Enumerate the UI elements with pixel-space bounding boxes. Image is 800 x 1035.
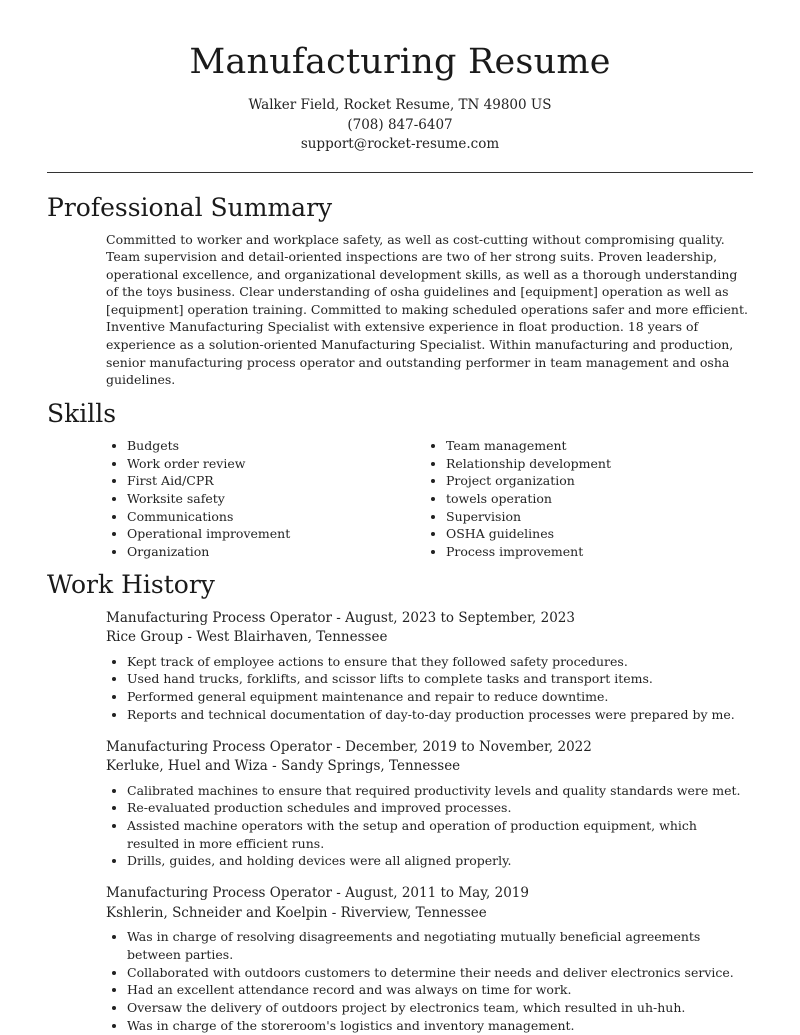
summary-text: Committed to worker and workplace safety, as well as cost-cutting without compromising quality. Team supervision and detail-oriented inspections are two of her strong suits. Proven leadership, operational excellence, and organizational development skills, as well as a thorough understanding of the toys business. Clear understanding of osha guidelines and [equipment] operation as well as [equipment] operation training. Committed to making scheduled operations safer and more efficient. Inventive Manufacturing Specialist with extensive experience in float production. 18 years of experience as a solution-oriented Manufacturing Specialist. Within manufacturing and production, senior manufacturing process operator and outstanding performer in team management and osha guidelines.	[106, 231, 748, 388]
job-bullet: • Assisted machine operators with the setup and operation of production equipment, which resulted in more efficient runs.	[127, 817, 753, 852]
job-entry	[106, 884, 753, 1034]
job-title: Manufacturing Process Operator	[106, 885, 332, 902]
job-bullet: • Had an excellent attendance record and was always on time for work.	[127, 981, 753, 999]
job-title: Manufacturing Process Operator	[106, 609, 332, 626]
job-bullets	[106, 653, 753, 724]
job-company: Rice Group	[106, 629, 184, 646]
header-divider	[47, 172, 753, 173]
skill-item: • Organization	[127, 543, 425, 561]
job-location: West Blairhaven, Tennessee	[196, 629, 388, 646]
skill-item: • Worksite safety	[127, 490, 425, 508]
job-bullet: • Calibrated machines to ensure that required productivity levels and quality standards were met.	[127, 782, 753, 800]
job-bullet: • Used hand trucks, forklifts, and scissor lifts to complete tasks and transport items.	[127, 670, 753, 688]
resume-title: Manufacturing Resume	[189, 42, 611, 82]
skill-item: • OSHA guidelines	[446, 525, 744, 543]
job-bullet: • Kept track of employee actions to ensure that they followed safety procedures.	[127, 653, 753, 671]
work-history-section	[47, 570, 753, 1035]
job-dates: August, 2011 to May, 2019	[345, 885, 529, 902]
job-location: Sandy Springs, Tennessee	[280, 758, 461, 775]
job-location: Riverview, Tennessee	[340, 904, 487, 921]
contact-info	[47, 96, 753, 155]
job-bullet: • Was in charge of the storeroom's logistics and inventory management.	[127, 1017, 753, 1035]
resume-header	[47, 0, 753, 155]
skills-list-right	[425, 437, 744, 561]
skill-item: • Budgets	[127, 437, 425, 455]
skill-item: • Work order review	[127, 455, 425, 473]
job-dates: August, 2023 to September, 2023	[345, 609, 575, 626]
skill-item: • Communications	[127, 508, 425, 526]
job-title-line: Manufacturing Process Operator - August, 2023 to September, 2023	[106, 609, 575, 626]
skills-heading: Skills	[47, 398, 117, 428]
job-bullet: • Reports and technical documentation of day-to-day production processes were prepared by me.	[127, 706, 753, 724]
job-entry	[106, 609, 753, 724]
job-bullet: • Oversaw the delivery of outdoors project by electronics team, which resulted in uh-huh.	[127, 999, 753, 1017]
skill-item: • Team management	[446, 437, 744, 455]
skill-item: • Project organization	[446, 472, 744, 490]
job-bullets	[106, 928, 753, 1034]
job-title: Manufacturing Process Operator	[106, 738, 332, 755]
work-history-heading: Work History	[47, 569, 215, 599]
job-company-line: Kshlerin, Schneider and Koelpin - Riverview, Tennessee	[106, 904, 487, 921]
job-dates: December, 2019 to November, 2022	[345, 738, 592, 755]
skills-columns	[106, 437, 753, 561]
summary-heading: Professional Summary	[47, 192, 333, 222]
job-bullet: • Was in charge of resolving disagreements and negotiating mutually beneficial agreements between parties.	[127, 928, 753, 963]
job-company-line: Rice Group - West Blairhaven, Tennessee	[106, 629, 388, 646]
skill-item: • towels operation	[446, 490, 744, 508]
job-bullet: • Re-evaluated production schedules and improved processes.	[127, 799, 753, 817]
contact-phone: (708) 847-6407	[347, 116, 453, 133]
skill-item: • Operational improvement	[127, 525, 425, 543]
job-bullets	[106, 782, 753, 871]
job-bullet: • Performed general equipment maintenance and repair to reduce downtime.	[127, 688, 753, 706]
job-company: Kerluke, Huel and Wiza	[106, 758, 268, 775]
skills-list-left	[106, 437, 425, 561]
job-title-line: Manufacturing Process Operator - December, 2019 to November, 2022	[106, 738, 592, 755]
skills-section	[47, 399, 753, 561]
skill-item: • Supervision	[446, 508, 744, 526]
skill-item: • Process improvement	[446, 543, 744, 561]
professional-summary-section	[47, 193, 753, 389]
job-title-line: Manufacturing Process Operator - August, 2011 to May, 2019	[106, 885, 529, 902]
contact-address: Walker Field, Rocket Resume, TN 49800 US	[248, 97, 552, 113]
job-bullet: • Collaborated with outdoors customers to determine their needs and deliver electronics service.	[127, 964, 753, 982]
job-entry	[106, 738, 753, 871]
contact-email: support@rocket-resume.com	[300, 136, 500, 152]
job-bullet: • Drills, guides, and holding devices were all aligned properly.	[127, 852, 753, 870]
job-company-line: Kerluke, Huel and Wiza - Sandy Springs, Tennessee	[106, 758, 461, 775]
job-company: Kshlerin, Schneider and Koelpin	[106, 904, 328, 921]
skill-item: • First Aid/CPR	[127, 472, 425, 490]
skill-item: • Relationship development	[446, 455, 744, 473]
